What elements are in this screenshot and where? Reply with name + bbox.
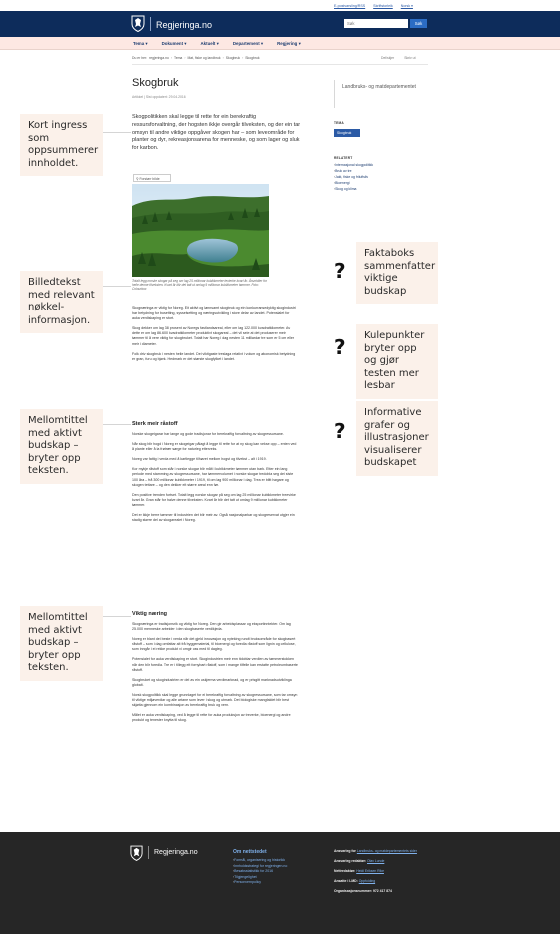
annotation-card: Billedtekst med relevant nøkkel-informasjon. <box>20 271 103 333</box>
org-number: Organisasjonsnummer: 972 417 874 <box>334 888 392 893</box>
tema-badge[interactable]: Skogbruk <box>334 129 360 137</box>
logo-divider <box>150 17 151 31</box>
address-row <box>334 879 434 884</box>
tema-label: TEMA <box>334 121 344 125</box>
enlarge-image-button[interactable] <box>133 174 171 182</box>
coat-of-arms-icon[interactable] <box>130 845 143 861</box>
annotation-card: Mellomtittel med aktivt budskap – bryter opp teksten. <box>20 409 103 484</box>
paragraph: Norsk skogpolitikk skal legge grunnlaget for ei berekraftig forvaltning av skogressursane, som tar omsyn til viktige miljøverdiar og alle artane som lever i skog og utmark. Det biologiske mangfaldet blir best skjøtta gjennom ein kombinasjon av berekraftig bruk og vern. <box>132 692 298 708</box>
annotation-connector <box>103 286 131 287</box>
editor-link[interactable]: Olav Lunde <box>367 858 385 863</box>
site-header <box>0 11 560 37</box>
paragraph: Skogbruket og skogindustrien er del av ein uskjerma verdimarknad, og er prisgitt marknadsutviklinga globalt. <box>132 677 292 687</box>
paragraph: Potensialet for auka verdiskaping er stort. Skogindustrien meir enn tidoblar verdien av tømmerstokken når den blir foredla. Tre er i tillegg eit fornybart råstoff, som i mange tilfelle kan erstatte petroleumbaserte råstoff. <box>132 657 298 672</box>
responsible-link[interactable]: Landbruks- og matdepartementets sider <box>356 849 417 853</box>
page-title: Skogbruk <box>132 77 179 89</box>
section-heading: Viktig næring <box>132 611 168 617</box>
nav-item-departement[interactable]: Departement ▾ <box>233 41 263 47</box>
address-link[interactable]: Oppfolding <box>358 878 376 883</box>
footer-link[interactable]: › Innholdsstrategi for regjeringen.no <box>233 864 287 870</box>
footer-info <box>334 849 434 899</box>
search-button[interactable]: Søk <box>410 19 427 28</box>
footer-about-heading: Om nettstedet <box>233 849 267 855</box>
question-mark-icon: ? <box>334 419 346 443</box>
editor-row <box>334 859 434 864</box>
related-link[interactable]: › Bioenergi <box>334 181 373 187</box>
paragraph: Norske skogeigarar har lange og gode tradisjonar for berekraftig forvaltning av skogressursane. <box>132 432 284 436</box>
breadcrumb-item[interactable]: Mat, fiske og landbruk <box>187 56 221 60</box>
section-heading: Sterk meir råstoff <box>132 421 178 427</box>
address-label: Ansatte i LMD: <box>334 878 358 883</box>
responsible-label: Ansvarleg for <box>334 849 356 853</box>
rss-link[interactable]: E-postvarsling/RSS <box>334 4 366 8</box>
annotation-card: Kort ingress som oppsummerer innholdet. <box>20 114 103 176</box>
search-input[interactable] <box>344 19 408 28</box>
body-section-3 <box>132 622 298 728</box>
annotation-connector <box>103 132 131 133</box>
breadcrumb-item[interactable]: regjeringa.no <box>149 56 169 60</box>
footer-link[interactable]: › Tilgjengelighet <box>233 875 287 881</box>
paragraph: Noreg er blant dei beste i verda når det gjeld innovasjon og nyteking rundt bruksområde for skogbasert råstoff – som i dag omfattar alt frå byggematerial, til bioenergi og foredla råstoff som lignin og cellulose, som inngår i ei rekke produkt vi omgir oss med til dagleg. <box>132 637 296 652</box>
site-footer <box>0 832 560 934</box>
site-logo-text[interactable]: Regjeringa.no <box>156 20 213 30</box>
question-mark-icon: ? <box>334 259 346 283</box>
annotation-card: Mellomtittel med aktivt budskap – bryter opp teksten. <box>20 606 103 681</box>
footer-link[interactable]: › Formål, organisering og historikk <box>233 858 287 864</box>
forest-lake-photo[interactable] <box>132 184 269 277</box>
nav-item-tema[interactable]: Tema ▾ <box>133 41 148 47</box>
paragraph: Folk driv skogbruk i nesten heile landet. Dei viktigaste treslaga relativt i volum og økonomisk betydning er gran, furu og bjørk. Hedmark er det største skogfylket i landet. <box>132 351 296 361</box>
breadcrumb-separator: › <box>170 56 173 60</box>
related-link[interactable]: › Internasjonal skogpolitikk <box>334 163 373 169</box>
paragraph: Målet er auka verdiskaping, ved å legge til rette for auka produksjon av treverke, bioenergi og andre produkt og tenester knytta til skog. <box>132 713 291 723</box>
related-link[interactable]: › Bruk av tre <box>334 169 373 175</box>
paragraph: Det er ikkje berre tømmer til industrien det blir meir av. Også nasjonalparkar og skogreservat utgjer ein stadig større del av skogarealet i Noreg. <box>132 513 295 523</box>
related-link[interactable]: › Jakt, fiske og friluftsliv <box>334 175 373 181</box>
question-mark-icon: ? <box>334 335 346 359</box>
web-editor-row <box>334 869 434 874</box>
annotation-card: Informative grafer og illustrasjoner visualiserer budskapet <box>356 401 438 476</box>
paragraph: Den positive trenden fortset. Totalt legg norske skogar på seg om lag 25 millionar kubikkmeter treevirke kvart år. Gran står for halve denne tilveksten. Kvart år blir det tatt ut omlag 9 millionar kubikkmeter tømmer. <box>132 492 296 507</box>
paragraph: Når skog blir hogd i Noreg er skogeigar pålagt å legge til rette for at ny skog kan vekse opp – enten ved å plante eller å la frøtrær sørge for naturleg etterveks. <box>132 442 297 452</box>
enlarge-label: Forstørr bilde <box>139 176 160 181</box>
coat-of-arms-icon[interactable] <box>131 15 145 32</box>
breadcrumb-separator: › <box>242 56 244 60</box>
footer-logo-text[interactable]: Regjeringa.no <box>154 849 198 856</box>
annotation-card: Faktaboks sammenfatter viktige budskap <box>356 242 438 304</box>
breadcrumb <box>132 56 260 61</box>
paragraph: Skog dekker om lag 38 prosent av Noregs fastlandsareal, eller om lag 122.000 kvadratkilometer. Av dette er om lag 86.600 kvadratkilometer produktivt skogareal – det vil seie at det produserer meir tømmer til å vere viktig for skogbruket. Totalt har Noreg i dag nesten 11 milliardar tre som er 5 cm eller meir i diameter. <box>132 326 295 346</box>
share-tools <box>381 56 416 61</box>
responsible-row <box>334 849 434 854</box>
footer-logo-divider <box>148 846 149 859</box>
breadcrumb-lead: Du er her: <box>132 56 148 60</box>
divider <box>132 64 428 65</box>
utility-links <box>334 4 413 9</box>
paragraph: Skognæringa er tradisjonsrik og viktig for Noreg. Den gir arbeidsplassar og eksportinntekter. Om lag 25.000 menneske arbeider i den skogbaserte verdikjeda. <box>132 622 291 632</box>
footer-link[interactable]: › Besøksstatistikk for 2016 <box>233 869 287 875</box>
body-section-1 <box>132 306 298 367</box>
annotation-connector <box>103 616 131 617</box>
article-ingress: Skogpolitikken skal legge til rette for ein berekraftig ressursforvaltning, der hogsten ikkje overgår tilveksten, og der ein tar omsyn til andre viktige oppgåver skogen har – som leveområde for planter og dyr, rekreasjonsarena for menneske, og som lager og sluk for karbon. <box>132 114 301 152</box>
body-section-2 <box>132 432 298 528</box>
editor-label: Ansvarleg redaktør: <box>334 858 367 863</box>
share-link[interactable]: Del/skjer <box>381 56 395 60</box>
annotation-card: Kulepunkter bryter opp og gjør testen mer lesbar <box>356 324 438 399</box>
main-nav <box>0 37 560 50</box>
breadcrumb-separator: › <box>184 56 186 60</box>
related-list <box>334 163 373 193</box>
nav-item-aktuelt[interactable]: Aktuelt ▾ <box>201 41 219 47</box>
breadcrumb-item[interactable]: Skogbruk <box>225 56 241 60</box>
nav-item-dokument[interactable]: Dokument ▾ <box>162 41 187 47</box>
annotation-connector <box>103 424 131 425</box>
related-link[interactable]: › Skog og klima <box>334 187 373 193</box>
breadcrumb-item[interactable]: Tema <box>174 56 183 60</box>
footer-link[interactable]: › Personvernpolicy <box>233 880 287 886</box>
breadcrumb-current: Skogbruk <box>245 56 260 60</box>
footer-about-links <box>233 858 287 886</box>
article-meta: Artikkel | Sist oppdatert: 29.04.2016 <box>132 95 186 99</box>
paragraph: Skognæringa er viktig for Noreg. Eit aktivt og lønnsamt skogbruk og ein konkurransedyktig skogindustri har betydning for busetting, sysselsetting og næringsutvikling i store delar av landet. Potensialet for auka verdiskaping er stort. <box>132 306 296 321</box>
nav-item-regjering[interactable]: Regjering ▾ <box>277 41 301 47</box>
paragraph: Kor mykje råstoff som står i norske skogar blir målt i kubikkmeter tømmer utan bark. Etter ein lang periode med stamming av skogressursane, har tømmervolumet i norske skogar tredobla seg dei siste 100 åra – frå 300 millionar kubikkmeter i 1919, til om lag 900 millionar i dag. Treа er blitt høgare og skogen tettare – og den dekker eit større areal enn før. <box>132 467 294 487</box>
department-box[interactable]: Landbruks- og matdepartementet <box>334 80 428 108</box>
magnifier-icon: ⚲ <box>136 176 139 181</box>
font-size-link[interactable]: Skriftstorleik <box>373 4 393 8</box>
print-link[interactable]: Skriv ut <box>404 56 416 60</box>
web-editor-link[interactable]: Heidi Eriksen Rike <box>356 868 384 873</box>
breadcrumb-separator: › <box>222 56 224 60</box>
related-label: RELATERT <box>334 156 353 160</box>
paragraph: Noreg var fattig i verda med å kartlegge tilhøvet mellom hogst og tilvekst – alt i 1919. <box>132 457 267 462</box>
language-link[interactable]: Norsk ▾ <box>400 4 413 8</box>
web-editor-label: Nettredaktør: <box>334 868 356 873</box>
image-caption: Totalt legg norske skogar på seg om lag 25 millionar kubikkmeter tevierke kvart år. Årsmidler for heile denne tilveksten. Kvart år blir det tatt ut omlag 9 millionar kubikkmeter tømmer. Foto: Colourbox <box>132 279 267 292</box>
